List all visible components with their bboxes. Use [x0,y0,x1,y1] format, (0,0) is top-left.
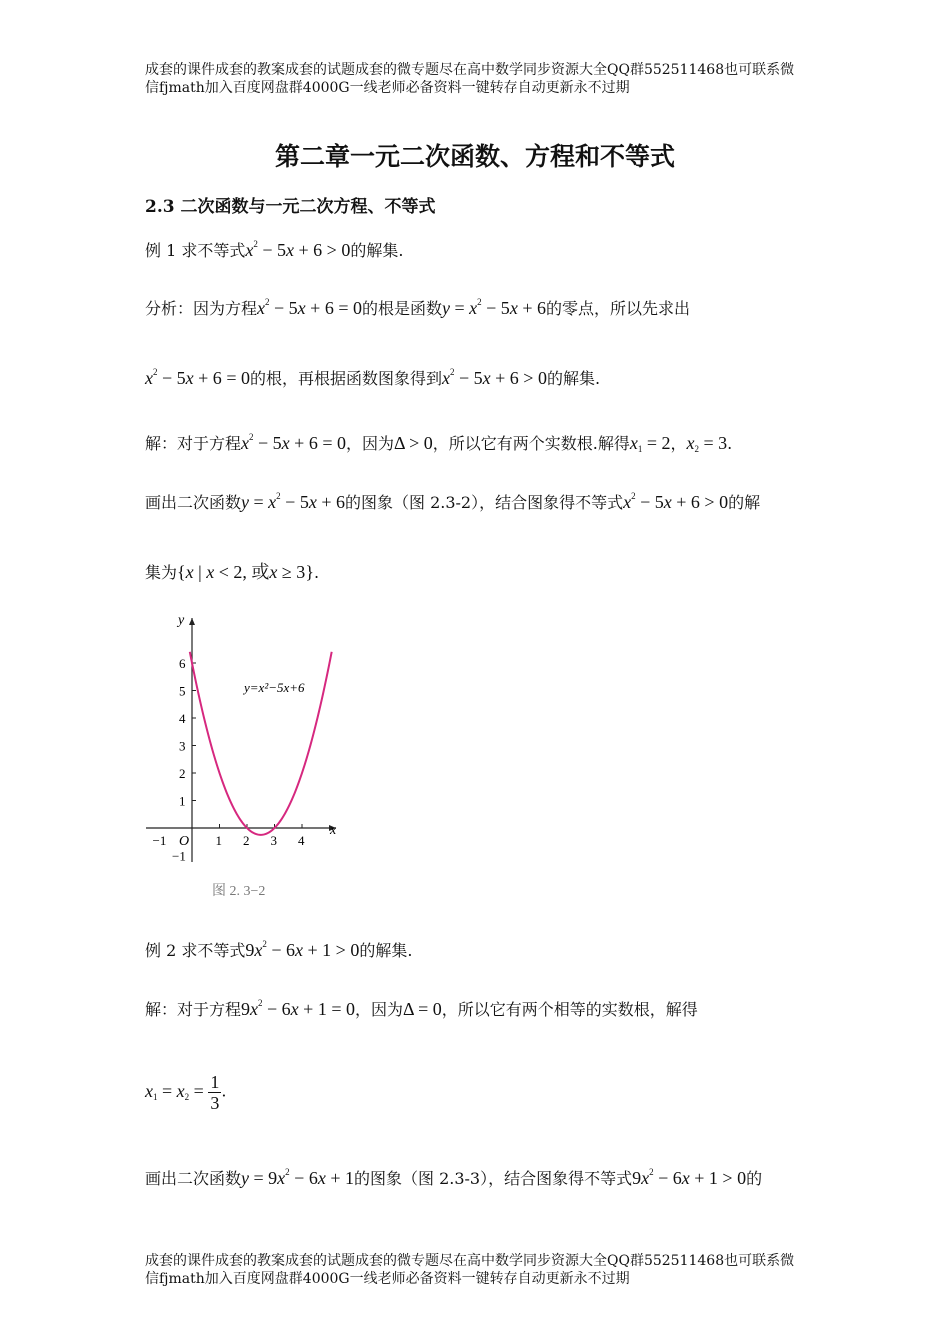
chapter-title: 第二章一元二次函数、方程和不等式 [274,142,675,171]
y-tick-label: −1 [172,848,186,864]
inequality-1: $x^2 - 5x + 6 > 0$ [245,239,351,260]
double-root: $x_1 = x_2$ = $\frac{1}{3}$ . [145,1072,227,1113]
footer-line-1: 成套的课件成套的教案成套的试题成套的微专题尽在高中数学同步资源大全QQ群552511468也可联系微 [145,1253,795,1269]
curve-label: y=x²−5x+6 [244,680,305,695]
function-1: $y = x^2 - 5x + 6$ [442,297,546,318]
equation-1b: $x^2 - 5x + 6 = 0$ [145,367,250,388]
analysis-line-2: $x^2 - 5x + 6 = 0$的根，再根据函数图象得到$x^2 - 5x + 6 > 0$的解集. [145,367,601,388]
y-axis-arrow [189,618,195,625]
y-tick-label: 5 [179,683,186,699]
y-axis-label: y [178,613,185,628]
y-tick-label: 6 [179,656,186,671]
fraction-one-third: $\frac{1}{3}$ [210,1072,220,1113]
footer-line-2: 信fjmath加入百度网盘群4000G一线老师必备资料一键转存自动更新永不过期 [145,1271,630,1287]
x-tick-label: 2 [243,833,250,848]
section-title: 2.3 二次函数与一元二次方程、不等式 [145,197,436,217]
x-tick-label: 4 [298,833,305,848]
solution-1-line: 解：对于方程$x^2 - 5x + 6 = 0$，因为Δ > 0，所以它有两个实数根.解得$x_1 = 2$，$x_2 = 3$. [145,432,733,454]
x-axis-label: x [330,823,337,838]
solution-2-line: 解：对于方程$9x^2 - 6x + 1 = 0$，因为Δ = 0，所以它有两个相等的实数根，解得 [145,998,698,1019]
chart-axes [146,613,337,862]
root-x2: $x_2 = 3$ [686,433,728,454]
graph-line-1: 画出二次函数$y = x^2 - 5x + 6$的图象（图 2.3-2），结合图象得不等式$x^2 - 5x + 6 > 0$的解 [145,491,761,512]
figure-2-3-2 [140,610,370,900]
example-1-statement: 例 1 求不等式$x^2 - 5x + 6 > 0$的解集. [145,239,404,260]
caption: 图 2. 3−2 [212,884,266,899]
y-tick-label: 3 [179,738,186,754]
graph-line-2: 画出二次函数$y = 9x^2 - 6x + 1$的图象（图 2.3-3），结合图象得不等式$9x^2 - 6x + 1 > 0$的 [145,1167,763,1188]
root-x1: $x_1 = 2$ [629,433,671,454]
x-tick-label: 1 [215,833,222,848]
analysis-line-1: 分析：因为方程$x^2 - 5x + 6 = 0$的根是函数$y = x^2 - 5x + 6$的零点，所以先求出 [145,297,690,318]
x-tick-label: −1 [152,833,167,848]
header-line-1: 成套的课件成套的教案成套的试题成套的微专题尽在高中数学同步资源大全QQ群552511468也可联系微 [145,62,795,78]
solution-set-expression: {x | x < 2, 或x ≥ 3} [177,562,314,582]
example-2-statement: 例 2 求不等式$9x^2 - 6x + 1 > 0$的解集. [145,939,413,960]
y-tick-label: 2 [179,766,186,781]
y-tick-label: 1 [179,793,186,809]
header-line-2: 信fjmath加入百度网盘群4000G一线老师必备资料一键转存自动更新永不过期 [145,80,630,96]
origin-label: O [179,834,190,849]
equation-1: $x^2 - 5x + 6 = 0$ [257,297,362,318]
solution-set-1: 集为{x | x < 2, 或x ≥ 3}. [145,562,320,582]
y-tick-label: 4 [179,711,186,726]
inequality-1b: $x^2 - 5x + 6 > 0$ [441,367,547,388]
x-tick-label: 3 [270,833,277,848]
